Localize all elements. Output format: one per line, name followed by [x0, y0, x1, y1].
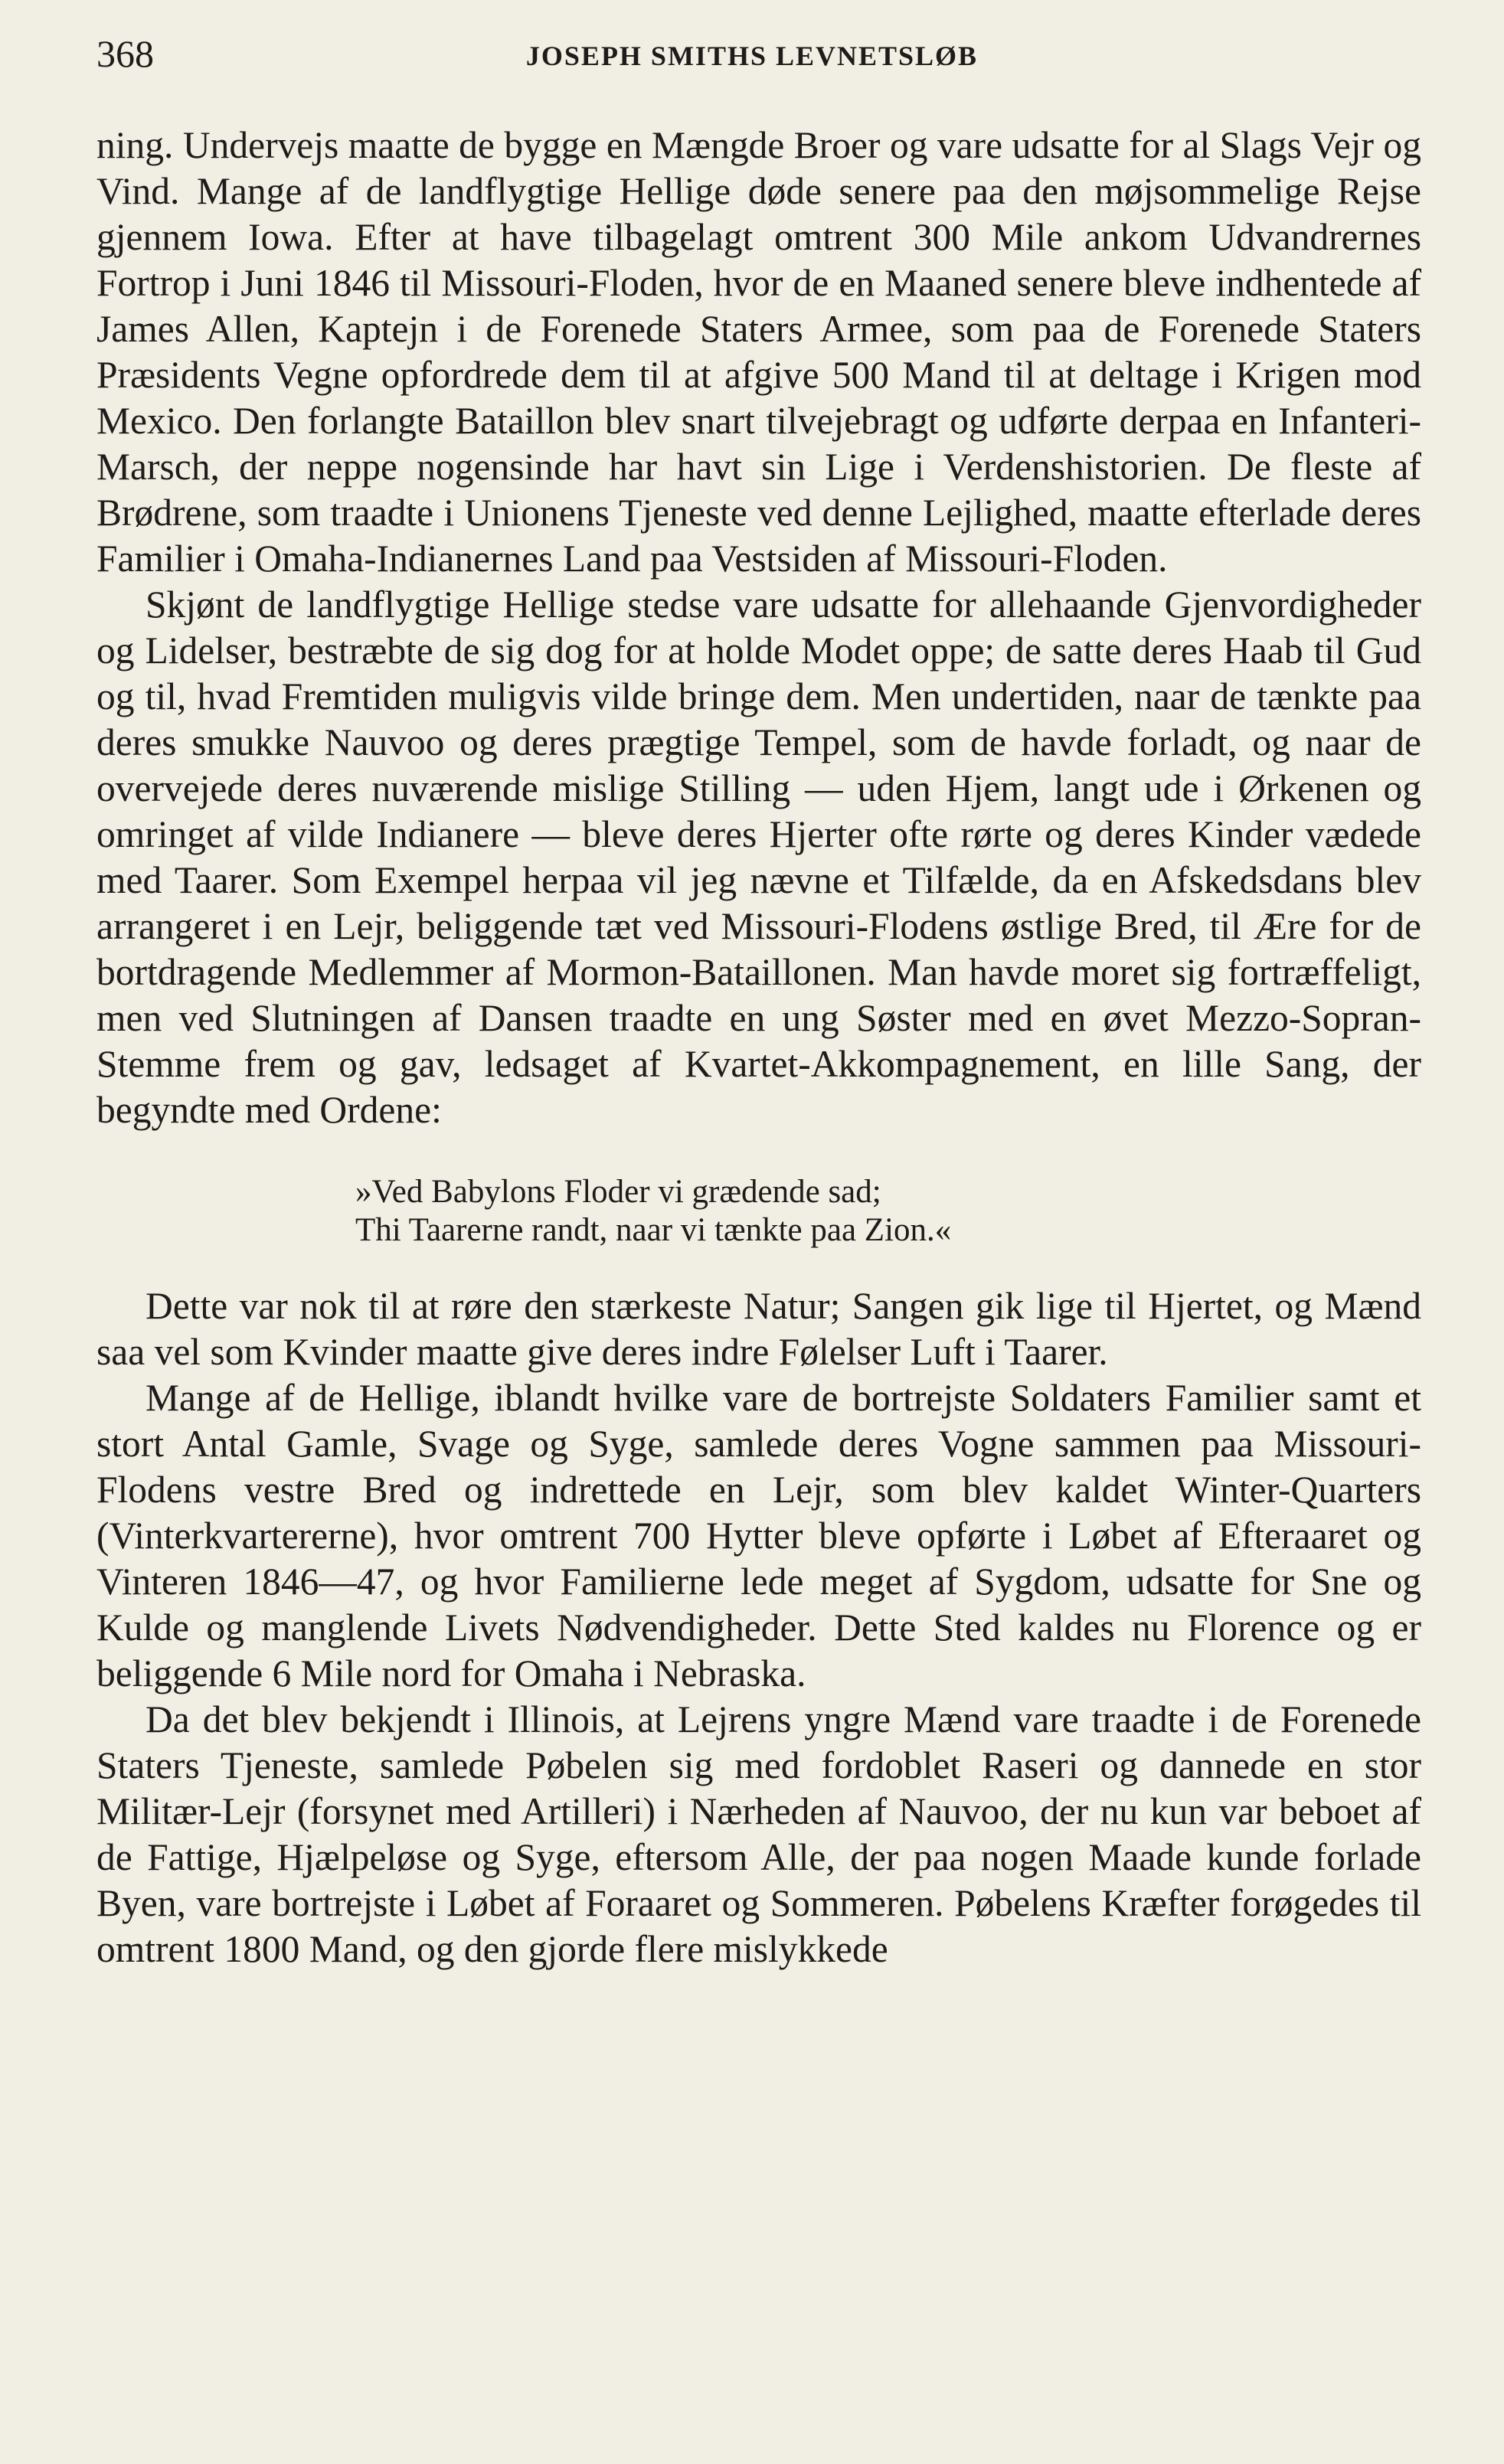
paragraph: Mange af de Hellige, iblandt hvilke vare de bortrejste Soldaters Familier samt et stort Antal Gamle, Svage og Syge, samlede deres Vogne sammen paa Missouri-Flodens vestre Bred og indrettede en Lejr, som blev kaldet Winter-Quarters (Vinterkvartererne), hvor omtrent 700 Hytter bleve opførte i Løbet af Efteraaret og Vinteren 1846—47, og hvor Familierne lede meget af Sygdom, udsatte for Sne og Kulde og manglende Livets Nødvendigheder. Dette Sted kaldes nu Florence og er beliggende 6 Mile nord for Omaha i Nebraska.	[96, 1377, 1421, 1694]
quote-line: Thi Taarerne randt, naar vi tænkte paa Zion.«	[355, 1212, 952, 1248]
page-number: 368	[96, 32, 154, 75]
quote-line: »Ved Babylons Floder vi grædende sad;	[355, 1174, 881, 1210]
body-text	[96, 123, 1421, 1972]
running-head	[96, 31, 1408, 77]
paragraph-continued: ning. Undervejs maatte de bygge en Mængde Broer og vare udsatte for al Slags Vejr og Vind. Mange af de landflygtige Hellige døde senere paa den møjsommelige Rejse gjennem Iowa. Efter at have tilbagelagt omtrent 300 Mile ankom Udvandrernes Fortrop i Juni 1846 til Missouri-Floden, hvor de en Maaned senere bleve indhentede af James Allen, Kaptejn i de Forenede Staters Armee, som paa de Forenede Staters Præsidents Vegne opfordrede dem til at afgive 500 Mand til at deltage i Krigen mod Mexico. Den forlangte Bataillon blev snart tilvejebragt og udførte derpaa en Infanteri-Marsch, der neppe nogensinde har havt sin Lige i Verdenshistorien. De fleste af Brødrene, som traadte i Unionens Tjeneste ved denne Lejlighed, maatte efterlade deres Familier i Omaha-Indianernes Land paa Vestsiden af Missouri-Floden.	[96, 124, 1421, 580]
paragraph: Skjønt de landflygtige Hellige stedse vare udsatte for allehaande Gjenvordigheder og Lidelser, bestræbte de sig dog for at holde Modet oppe; de satte deres Haab til Gud og til, hvad Fremtiden muligvis vilde bringe dem. Men undertiden, naar de tænkte paa deres smukke Nauvoo og deres prægtige Tempel, som de havde forladt, og naar de overvejede deres nuværende mislige Stilling — uden Hjem, langt ude i Ørkenen og omringet af vilde Indianere — bleve deres Hjerter ofte rørte og deres Kinder vædede med Taarer. Som Exempel herpaa vil jeg nævne et Tilfælde, da en Afskedsdans blev arrangeret i en Lejr, beliggende tæt ved Missouri-Flodens østlige Bred, til Ære for de bortdragende Medlemmer af Mormon-Bataillonen. Man havde moret sig fortræffeligt, men ved Slutningen af Dansen traadte en ung Søster med en øvet Mezzo-Sopran-Stemme frem og gav, ledsaget af Kvartet-Akkompagnement, en lille Sang, der begyndte med Ordene:	[96, 583, 1421, 1131]
running-title: JOSEPH SMITHS LEVNETSLØB	[525, 41, 979, 71]
paragraph: Dette var nok til at røre den stærkeste Natur; Sangen gik lige til Hjertet, og Mænd saa vel som Kvinder maatte give deres indre Følelser Luft i Taarer.	[96, 1285, 1421, 1373]
paragraph: Da det blev bekjendt i Illinois, at Lejrens yngre Mænd vare traadte i de Forenede Staters Tjeneste, samlede Pøbelen sig med fordoblet Raseri og dannede en stor Militær-Lejr (forsynet med Artilleri) i Nærheden af Nauvoo, der nu kun var beboet af de Fattige, Hjælpeløse og Syge, eftersom Alle, der paa nogen Maade kunde forlade Byen, vare bortrejste i Løbet af Foraaret og Sommeren. Pøbelens Kræfter forøgedes til omtrent 1800 Mand, og den gjorde flere mislykkede	[96, 1698, 1421, 1970]
song-quote	[355, 1173, 1421, 1250]
